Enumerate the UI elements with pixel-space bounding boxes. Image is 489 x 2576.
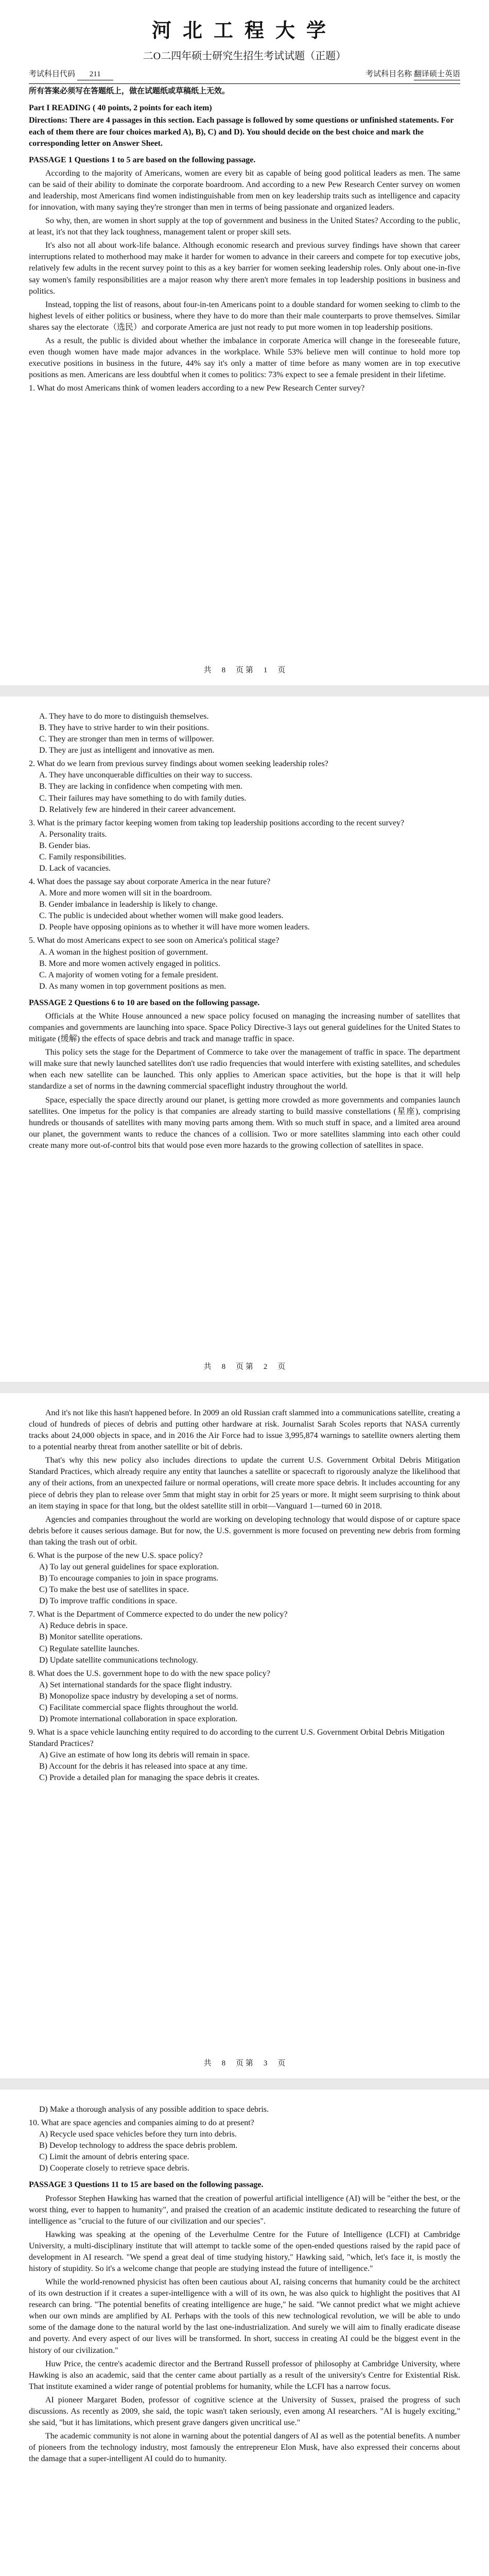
question-option: C. Family responsibilities. xyxy=(39,852,126,861)
question-option: A. More and more women will sit in the boardroom. xyxy=(39,889,212,898)
exam-page-2 xyxy=(0,697,489,1382)
subject-name-label: 考试科目名称 xyxy=(365,70,412,79)
question-stem: 4. What does the passage say about corporate America in the near future? xyxy=(29,877,271,887)
question-option: A. They have to do more to distinguish themselves. xyxy=(39,712,209,721)
passage-paragraph: This policy sets the stage for the Department of Commerce to take over the management of traffic in space. The department will make sure that newly launched satellites don't use radio frequencies that would interfere with existing satellites, and schedules when each new satellite can be launched. This only applies to American space activities, but the hope is that it will help standardize a set of norms in the dawning commercial spaceflight industry throughout the world. xyxy=(29,1048,460,1091)
passage-paragraph: The academic community is not alone in warning about the potential dangers of AI as well as the potential benefits. A number of pioneers from the technology industry, most famously the entrepreneur Elon Musk, have also expressed their concerns about the damage that a super-intelligent AI could do to humanity. xyxy=(29,2432,461,2464)
question-option: D) Cooperate closely to retrieve space debris. xyxy=(39,2164,189,2173)
subject-name xyxy=(365,69,460,80)
passage-paragraph: And it's not like this hasn't happened before. In 2009 an old Russian craft slammed into a communications satellite, creating a cloud of hundreds of pieces of debris and putting other hardware at risk. Journalist Sarah Scoles reports that NASA currently tracks about 24,000 objects in space, and in 2016 the Air Force had to issue 3,995,874 warnings to satellite owners alerting them to a potential nearby threat from another satellite or bit of debris. xyxy=(29,1409,460,1452)
footer-page: 3 xyxy=(263,2059,268,2068)
page-footer xyxy=(0,1362,489,1372)
passage-paragraph: Instead, topping the list of reasons, about four-in-ten Americans point to a double standard for women seeking to climb to the highest levels of either politics or business, where they have to do more than their male counterparts to prove themselves. Similar shares say the electorate（选民）and corporate America are just not ready to put more women in top leadership positions. xyxy=(29,300,460,332)
question-stem: 2. What do we learn from previous survey findings about women seeking leadership roles? xyxy=(29,759,328,769)
passage-paragraph: As a result, the public is divided about whether the imbalance in corporate America will change in the foreseeable future, even though women have made major advances in the workplace. While 53% believe men will continue to hold more top executive positions in business in the future, 44% say it's only a matter of time before as many women are in top executive positions as men. Americans are less doubtful when it comes to politics: 73% expect to see a female president in their lifetime. xyxy=(29,336,460,380)
question-option: B. They are lacking in confidence when competing with men. xyxy=(39,782,242,791)
question-stem: 5. What do most Americans expect to see soon on America's political stage? xyxy=(29,936,280,945)
question-option: D. Lack of vacancies. xyxy=(39,864,111,873)
passage-paragraph: It's also not all about work-life balance. Although economic research and previous survey findings have shown that career interruptions related to motherhood may make it harder for women to advance in their careers and compete for top executive jobs, relatively few adults in the recent survey point to this as a key barrier for women seeking leadership roles. Only about one-in-five say women's family responsibilities are a major reason why there aren't more females in top leadership positions in business and politics. xyxy=(29,241,460,296)
question-option: C. A majority of women voting for a female president. xyxy=(39,970,218,979)
question-option: A) Recycle used space vehicles before they turn into debris. xyxy=(39,2130,237,2139)
footer-text: 共 xyxy=(203,666,212,675)
question-option: D. As many women in top government positions as men. xyxy=(39,981,226,991)
question-option: B. They have to strive harder to win their positions. xyxy=(39,723,209,733)
question-option: B) Develop technology to address the space debris problem. xyxy=(39,2141,238,2150)
passage-paragraph: Hawking was speaking at the opening of the Leverhulme Centre for the Future of Intelligence (LCFI) at Cambridge University, a multi-disciplinary institute that will attempt to tackle some of the open-ended questions raised by the rapid pace of development in AI research. "We spend a great deal of time studying history," Hawking said, "which, let's face it, is mostly the history of stupidity. So it's a welcome change that people are studying instead the future of intelligence." xyxy=(29,2230,460,2274)
exam-title: 二O二四年硕士研究生招生考试试题（正题） xyxy=(143,50,346,62)
passage-paragraph: Huw Price, the centre's academic director and the Bertrand Russell professor of philosophy at Cambridge University, where Hawking is also an academic, said that the center came about partially as a result of the university's Centre for Existential Risk. That institute examined a wider range of potential problems for humanity, while the LCFI has a narrow focus. xyxy=(29,2359,460,2391)
passage-paragraph: So why, then, are women in short supply at the top of government and business in the United States? According to the public, at least, it's not that they lack toughness, management talent or proper skill sets. xyxy=(29,216,460,237)
question-option: D) Promote international collaboration in space exploration. xyxy=(39,1715,238,1724)
question-option: A. They have unconquerable difficulties on their way to success. xyxy=(39,771,252,780)
question-stem: 6. What is the purpose of the new U.S. space policy? xyxy=(29,1551,203,1560)
subject-name-value: 翻译硕士英语 xyxy=(414,69,460,80)
question-option: B) Monopolize space industry by developing a set of norms. xyxy=(39,1691,238,1701)
page-footer xyxy=(0,665,489,676)
footer-total: 8 xyxy=(221,2059,226,2068)
question-option: C) Limit the amount of debris entering space. xyxy=(39,2153,189,2162)
question-option: C. The public is undecided about whether women will make good leaders. xyxy=(39,911,284,921)
footer-total: 8 xyxy=(221,1363,226,1371)
subject-code-label: 考试科目代码 xyxy=(29,70,76,79)
question-option: C. Their failures may have something to do with family duties. xyxy=(39,793,247,803)
question-option: B. More and more women actively engaged in politics. xyxy=(39,959,220,968)
question-option: A. A woman in the highest position of government. xyxy=(39,947,208,957)
passage-title: PASSAGE 3 Questions 11 to 15 are based on the following passage. xyxy=(29,2180,264,2190)
question-option: C. They are stronger than men in terms of willpower. xyxy=(39,735,214,744)
question-option: D) Make a thorough analysis of any possible addition to space debris. xyxy=(39,2105,269,2114)
passage-paragraph: Professor Stephen Hawking has warned that the creation of powerful artificial intelligence (AI) will be "either the best, or the worst thing, ever to happen to humanity", and praised the creation of an academic institute dedicated to researching the future of intelligence as "crucial to the future of our civilization and our species". xyxy=(29,2194,460,2226)
question-option: B. Gender bias. xyxy=(39,841,91,850)
question-option: D. Relatively few are hindered in their career advancement. xyxy=(39,805,236,814)
footer-text: 共 xyxy=(203,2059,212,2068)
passage-paragraph: That's why this new policy also includes directions to update the current U.S. Government Orbital Debris Mitigation Standard Practices, which already require any entity that launches a satellite or spacecraft to rigorously analyze the likelihood that any of their actions, from an unexpected failure or normal operations, will create more space debris. It includes accounting for any piece of debris they plan to release over 5mm that might stay in orbit for 25 years or more. It might seem surprising to think about an item staying in space for that long, but the oldest satellite still in orbit—Vanguard 1—turned 60 in 2018. xyxy=(29,1456,460,1511)
passage-paragraph: Space, especially the space directly around our planet, is getting more crowded as more governments and companies launch satellites. One impetus for the policy is that companies are already starting to build massive constellations (星座), comprising hundreds or thousands of satellites with many moving parts among them. With so much stuff in space, and a limited area around our planet, the government wants to reduce the chances of a collision. Two or more satellites slamming into each other could create many more out-of-control bits that would pose even more hazards to the growing collection of satellites in space. xyxy=(29,1095,460,1150)
question-option: B. Gender imbalance in leadership is likely to change. xyxy=(39,900,218,909)
passage-paragraph: AI pioneer Margaret Boden, professor of cognitive science at the University of Sussex, praised the progress of such discussions. As recently as 2009, she said, the topic wasn't taken seriously, even among AI researchers. "AI is hugely exciting," she said, "but it has limitations, which present grave dangers given uncritical use." xyxy=(29,2395,460,2428)
footer-text: 页 xyxy=(277,666,286,675)
question-stem: 8. What does the U.S. government hope to do with the new space policy? xyxy=(29,1669,270,1678)
subject-code-value: 211 xyxy=(77,69,113,80)
question-option: A) Give an estimate of how long its debris will remain in space. xyxy=(39,1751,250,1760)
footer-text: 页 第 xyxy=(236,666,253,675)
question-option: C) Provide a detailed plan for managing the space debris it creates. xyxy=(39,1773,260,1783)
footer-page: 1 xyxy=(263,666,268,675)
question-stem: 3. What is the primary factor keeping women from taking top leadership positions according to the recent survey? xyxy=(29,818,405,827)
question-option: D) To improve traffic conditions in space. xyxy=(39,1597,177,1606)
passage-title: PASSAGE 1 Questions 1 to 5 are based on the following passage. xyxy=(29,155,256,164)
question-option: B) Monitor satellite operations. xyxy=(39,1633,143,1642)
question-option: B) To encourage companies to join in space programs. xyxy=(39,1574,219,1583)
question-stem: 7. What is the Department of Commerce expected to do under the new policy? xyxy=(29,1610,288,1619)
exam-page-1 xyxy=(0,0,489,685)
footer-page: 2 xyxy=(263,1363,268,1371)
question-option: D. People have opposing opinions as to whether it will have more women leaders. xyxy=(39,923,310,932)
subject-code xyxy=(29,69,113,80)
question-option: D) Update satellite communications technology. xyxy=(39,1655,198,1665)
university-name: 河北工程大学 xyxy=(151,20,337,42)
directions-label: Directions: xyxy=(29,116,68,125)
question-option: C) To make the best use of satellites in space. xyxy=(39,1585,189,1595)
question-option: C) Facilitate commercial space flights throughout the world. xyxy=(39,1703,238,1712)
question-option: A. Personality traits. xyxy=(39,829,107,839)
question-option: B) Account for the debris it has released into space at any time. xyxy=(39,1762,248,1771)
question-stem: 10. What are space agencies and companies aiming to do at present? xyxy=(29,2119,254,2128)
answer-notice: 所有答案必须写在答题纸上，做在试题纸或草稿纸上无效。 xyxy=(29,87,230,95)
directions-text: There are 4 passages in this section. Each passage is followed by some questions or unfinished statements. For each of them there are four choices marked A), B), C) and D). You should decide on the best choice and mark the corresponding letter on Answer Sheet. xyxy=(29,116,454,148)
footer-text: 页 xyxy=(277,2059,286,2068)
exam-meta xyxy=(29,69,460,84)
footer-text: 页 xyxy=(277,1363,286,1371)
footer-text: 页 第 xyxy=(236,2059,253,2068)
footer-text: 共 xyxy=(203,1363,212,1371)
question-option: A) To lay out general guidelines for space exploration. xyxy=(39,1563,219,1572)
exam-page-3 xyxy=(0,1393,489,2078)
page-footer xyxy=(0,2058,489,2069)
question-stem: 9. What is a space vehicle launching entity required to do according to the current U.S. Government Orbital Debris Mitigation Standard Practices? xyxy=(29,1728,445,1749)
question-stem: 1. What do most Americans think of women leaders according to a new Pew Research Center survey? xyxy=(29,384,365,393)
question-option: C) Regulate satellite launches. xyxy=(39,1644,139,1653)
question-option: A) Reduce debris in space. xyxy=(39,1621,128,1631)
footer-text: 页 第 xyxy=(236,1363,253,1371)
passage-paragraph: Officials at the White House announced a new space policy focused on managing the increasing number of satellites that companies and governments are launching into space. Space Policy Directive-3 lays out general guidelines for the United States to mitigate (缓解) the effects of space debris and track and manage traffic in space. xyxy=(29,1011,460,1044)
question-option: D. They are just as intelligent and innovative as men. xyxy=(39,746,215,755)
footer-total: 8 xyxy=(221,666,226,675)
passage-paragraph: While the world-renowned physicist has often been cautious about AI, raising concerns that humanity could be the architect of its own destruction if it creates a super-intelligence with a will of its own, he was also quick to highlight the positives that AI research can bring. "The potential benefits of creating intelligence are huge," he said. "We cannot predict what we might achieve when our own minds are amplified by AI. Perhaps with the tools of this new technological revolution, we will be able to undo some of the damage done to the natural world by the last one-industrialization. And surely we will aim to finally eradicate disease and poverty. And every aspect of our lives will be transformed. In short, success in creating AI could be the biggest event in the history of our civilization." xyxy=(29,2278,460,2355)
passage-paragraph: According to the majority of Americans, women are every bit as capable of being good political leaders as men. The same can be said of their ability to dominate the corporate boardroom. And according to a new Pew Research Center survey on women and leadership, most Americans find women indistinguishable from men on key leadership traits such as intelligence and capacity for innovation, with many saying they're stronger than men in terms of being passionate and organized leaders. xyxy=(29,168,460,212)
directions xyxy=(29,115,460,149)
part-title: Part I READING ( 40 points, 2 points for each item) xyxy=(29,104,212,113)
question-option: A) Set international standards for the space flight industry. xyxy=(39,1680,232,1689)
passage-title: PASSAGE 2 Questions 6 to 10 are based on the following passage. xyxy=(29,998,260,1007)
exam-page-4 xyxy=(0,2090,489,2576)
passage-paragraph: Agencies and companies throughout the world are working on developing technology that would dispose of or capture space debris before it causes serious damage. But for now, the U.S. government is more focused on preventing new debris from forming than taking the trash out of orbit. xyxy=(29,1515,460,1547)
